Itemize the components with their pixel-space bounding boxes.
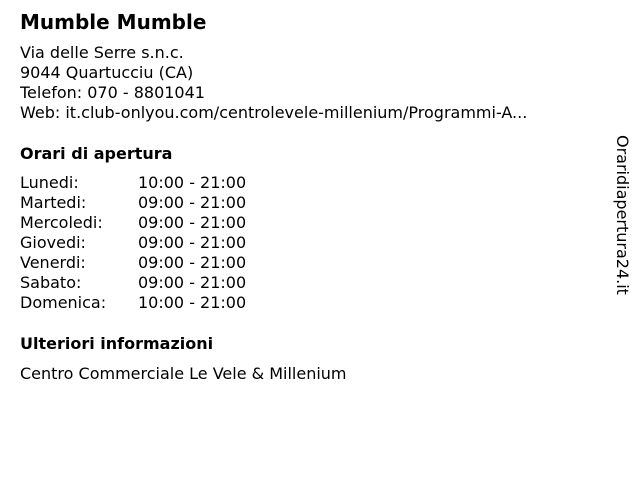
city-address: 9044 Quartucciu (CA) bbox=[20, 63, 194, 82]
time-range: 09:00 - 21:00 bbox=[138, 273, 247, 292]
day-label: Domenica: bbox=[20, 293, 107, 312]
shop-name: Mumble Mumble bbox=[20, 10, 207, 34]
opening-hours-title: Orari di apertura bbox=[20, 144, 173, 163]
address-block bbox=[20, 43, 527, 123]
additional-info-title: Ulteriori informazioni bbox=[20, 334, 214, 353]
time-range: 09:00 - 21:00 bbox=[138, 233, 247, 252]
additional-info-text: Centro Commerciale Le Vele & Millenium bbox=[20, 364, 347, 383]
opening-hours-table bbox=[20, 173, 246, 313]
site-watermark: Oraridiapertura24.it bbox=[613, 135, 632, 295]
day-label: Mercoledi: bbox=[20, 213, 103, 232]
day-label: Martedi: bbox=[20, 193, 87, 212]
hours-row bbox=[20, 213, 246, 233]
hours-row bbox=[20, 273, 246, 293]
time-range: 09:00 - 21:00 bbox=[138, 213, 247, 232]
website-link[interactable]: Web: it.club-onlyou.com/centrolevele-millenium/Programmi-A... bbox=[20, 103, 528, 122]
hours-row bbox=[20, 293, 246, 313]
hours-row bbox=[20, 193, 246, 213]
time-range: 09:00 - 21:00 bbox=[138, 193, 247, 212]
day-label: Venerdi: bbox=[20, 253, 86, 272]
phone-number: Telefon: 070 - 8801041 bbox=[20, 83, 205, 102]
street-address: Via delle Serre s.n.c. bbox=[20, 43, 184, 62]
day-label: Giovedi: bbox=[20, 233, 86, 252]
time-range: 09:00 - 21:00 bbox=[138, 253, 247, 272]
hours-row bbox=[20, 233, 246, 253]
time-range: 10:00 - 21:00 bbox=[138, 173, 247, 192]
time-range: 10:00 - 21:00 bbox=[138, 293, 247, 312]
day-label: Sabato: bbox=[20, 273, 82, 292]
day-label: Lunedi: bbox=[20, 173, 79, 192]
hours-row bbox=[20, 173, 246, 193]
hours-row bbox=[20, 253, 246, 273]
